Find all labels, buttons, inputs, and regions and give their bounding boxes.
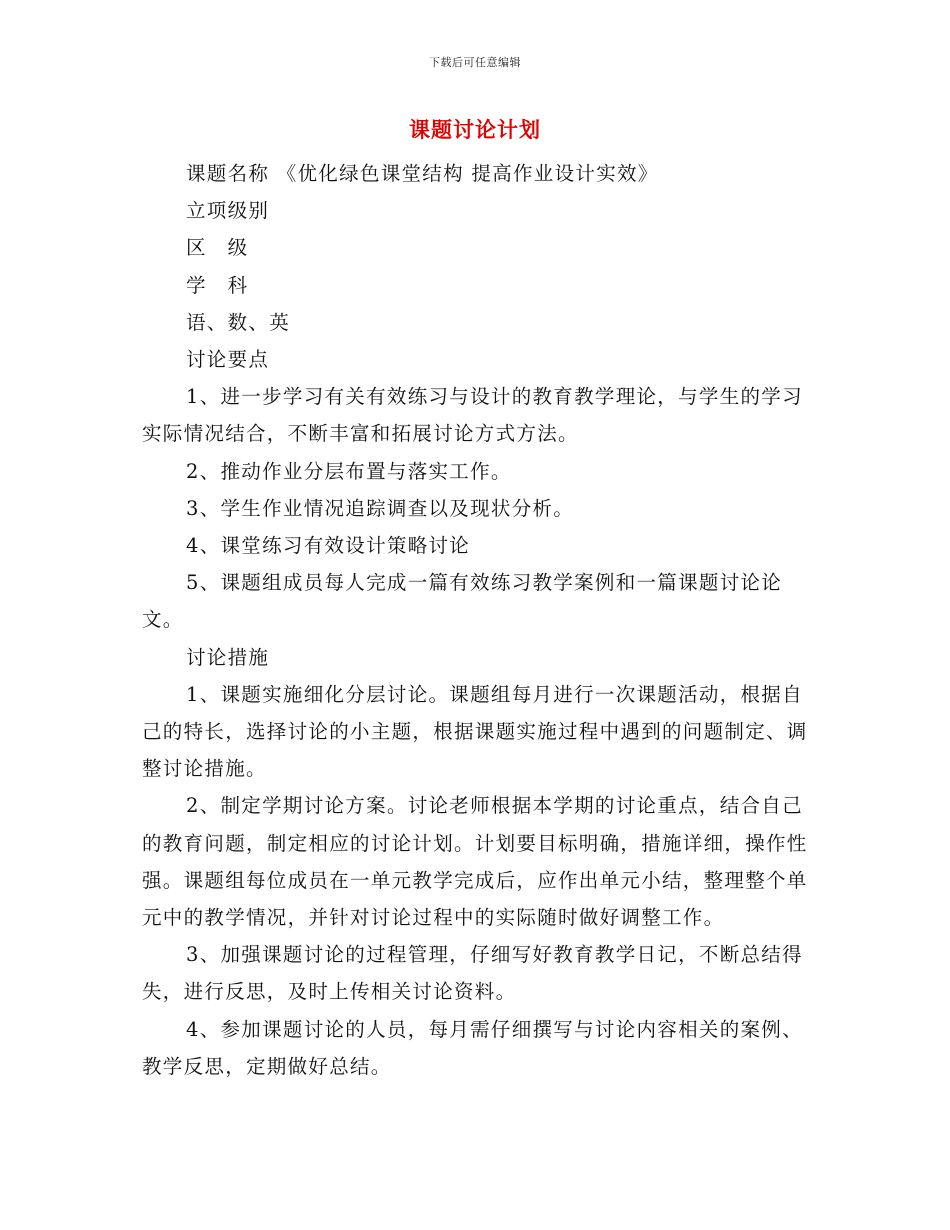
- level-value: 区 级: [186, 236, 249, 260]
- measures-heading: 讨论措施: [186, 645, 270, 669]
- subject-value: 语、数、英: [186, 310, 291, 334]
- subject-label: 学 科: [186, 273, 249, 297]
- document-title: 课题讨论计划: [409, 117, 541, 142]
- project-name-line: 课题名称 《优化绿色课堂结构 提高作业设计实效》: [186, 162, 659, 185]
- measure-item: 2、制定学期讨论方案。讨论老师根据本学期的讨论重点，结合自己的教育问题，制定相应的讨论计划。计划要目标明确，措施详细，操作性强。课题组每位成员在一单元教学完成后，应作出单元小结，整理整个单元中的教学情况，并针对讨论过程中的实际随时做好调整工作。: [142, 794, 808, 930]
- header-note: 下载后可任意编辑: [429, 56, 521, 69]
- key-point-item: 2、推动作业分层布置与落实工作。: [186, 459, 512, 483]
- key-point-item: 4、课堂练习有效设计策略讨论: [186, 534, 471, 558]
- measure-item: 1、课题实施细化分层讨论。课题组每月进行一次课题活动，根据自己的特长，选择讨论的小主题，根据课题实施过程中遇到的问题制定、调整讨论措施。: [142, 682, 808, 781]
- document-body: [142, 155, 814, 1085]
- key-points-heading: 讨论要点: [186, 348, 270, 372]
- key-point-item: 5、课题组成员每人完成一篇有效练习教学案例和一篇课题讨论论文。: [142, 571, 783, 632]
- measure-item: 4、参加课题讨论的人员，每月需仔细撰写与讨论内容相关的案例、教学反思，定期做好总结。: [142, 1017, 803, 1078]
- key-point-item: 3、学生作业情况追踪调查以及现状分析。: [186, 496, 575, 520]
- level-label: 立项级别: [186, 199, 270, 223]
- key-point-item: 1、进一步学习有关有效练习与设计的教育教学理论，与学生的学习实际情况结合，不断丰富和拓展讨论方式方法。: [142, 385, 803, 446]
- measure-item: 3、加强课题讨论的过程管理，仔细写好教育教学日记，不断总结得失，进行反思，及时上传相关讨论资料。: [142, 943, 803, 1004]
